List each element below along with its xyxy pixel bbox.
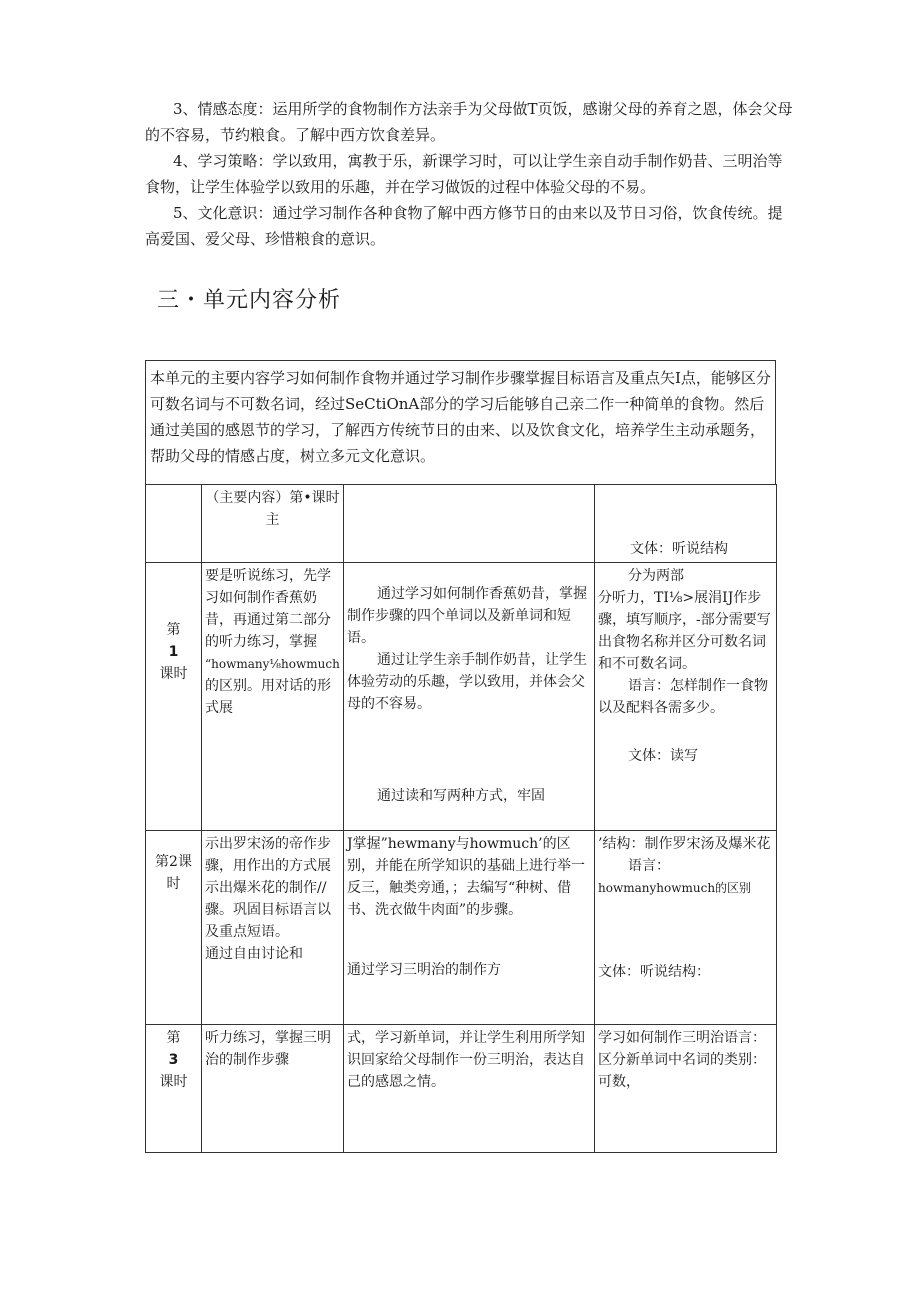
section-title: 三・单元内容分析	[157, 288, 342, 313]
table-row	[146, 563, 777, 831]
lesson-3-label: 第 3 课时	[146, 1025, 202, 1153]
lesson-1-content: 要是听说练习，先学习如何制作香蕉奶昔，再通过第二部分的听力练习，掌握 “howmany⅛howmuch 的区别。用对话的形式展	[202, 563, 344, 831]
header-cell-content: （主要内容）第•课时主	[202, 485, 344, 563]
lesson-2-goals: J掌握”hewmany与howmuch’的区别，并能在所学知识的基础上进行举一反三，触类旁通，；去编写“种树、借书、洗衣做牛肉面”的步骤。 通过学习三明治的制作方	[344, 831, 595, 1025]
unit-intro-text: 本单元的主要内容学习如何制作食物并通过学习制作步骤掌握目标语言及重点矢I点，能够区分可数名词与不可数名词，经过SeCtiOnA部分的学习后能够自己亲二作一种简单的食物。然后通过美国的感恩节的学习，了解西方传统节日的由来、以及饮食文化，培养学生主动承题务，帮助父母的情感占度，树立多元文化意识。	[150, 369, 771, 465]
table-row	[146, 1025, 777, 1153]
lesson-1-label: 第 1 课时	[146, 563, 202, 831]
table-header-row	[146, 485, 777, 563]
paragraph-culture: 5、文化意识：通过学习制作各种食物了解中西方修节日的由来以及节日习俗，饮食传统。提高爱国、爱父母、珍惜粮食的意识。	[145, 204, 783, 248]
lesson-1-goals: 通过学习如何制作香蕉奶昔，掌握制作步骤的四个单词以及新单词和短语。 通过让学生亲手制作奶昔，让学生体验劳动的乐趣，学以致用，并体会父母的不容易。 通过读和写两种方式，牢固	[344, 563, 595, 831]
header-cell-goal	[344, 485, 595, 563]
header-cell-empty	[146, 485, 202, 563]
lesson-2-label: 第2课时	[146, 831, 202, 1025]
lesson-2-content: 示出罗宋汤的帝作步骤，用作出的方式展示出爆米花的制作//骤。巩固目标语言以及重点短语。 通过自由讨论和	[202, 831, 344, 1025]
lesson-1-structure: 分为两部 分听力，TI⅛>展涓IJ作步骤，填写顺序，-部分需要写出食物名称并区分可数名词和不可数名词。 语言：怎样制作一食物以及配料各需多少。 文体：读写	[595, 563, 777, 831]
unit-intro-box	[145, 360, 776, 484]
lesson-3-content: 听力练习，掌握三明治的制作步骤	[202, 1025, 344, 1153]
header-cell-style: 文体：听说结构	[595, 485, 777, 563]
table-row	[146, 831, 777, 1025]
lesson-2-structure: ’结构：制作罗宋汤及爆米花 语言： howmanyhowmuch的区别 文体：听说结构：	[595, 831, 777, 1025]
lesson-3-structure: 学习如何制作三明治语言：区分新单词中名词的类别：可数，	[595, 1025, 777, 1153]
paragraph-emotion: 3、情感态度：运用所学的食物制作方法亲手为父母做T页饭，感谢父母的养育之恩，体会父母的不容易，节约粮食。了解中西方饮食差异。	[145, 100, 793, 144]
paragraph-strategy: 4、学习策略：学以致用，寓教于乐，新课学习时，可以让学生亲自动手制作奶昔、三明治等食物，让学生体验学以致用的乐趣，并在学习做饭的过程中体验父母的不易。	[145, 152, 783, 196]
lesson-table	[145, 484, 777, 1153]
lesson-3-goals: 式，学习新单词，并让学生利用所学知识回家给父母制作一份三明治，表达自己的感恩之情。	[344, 1025, 595, 1153]
